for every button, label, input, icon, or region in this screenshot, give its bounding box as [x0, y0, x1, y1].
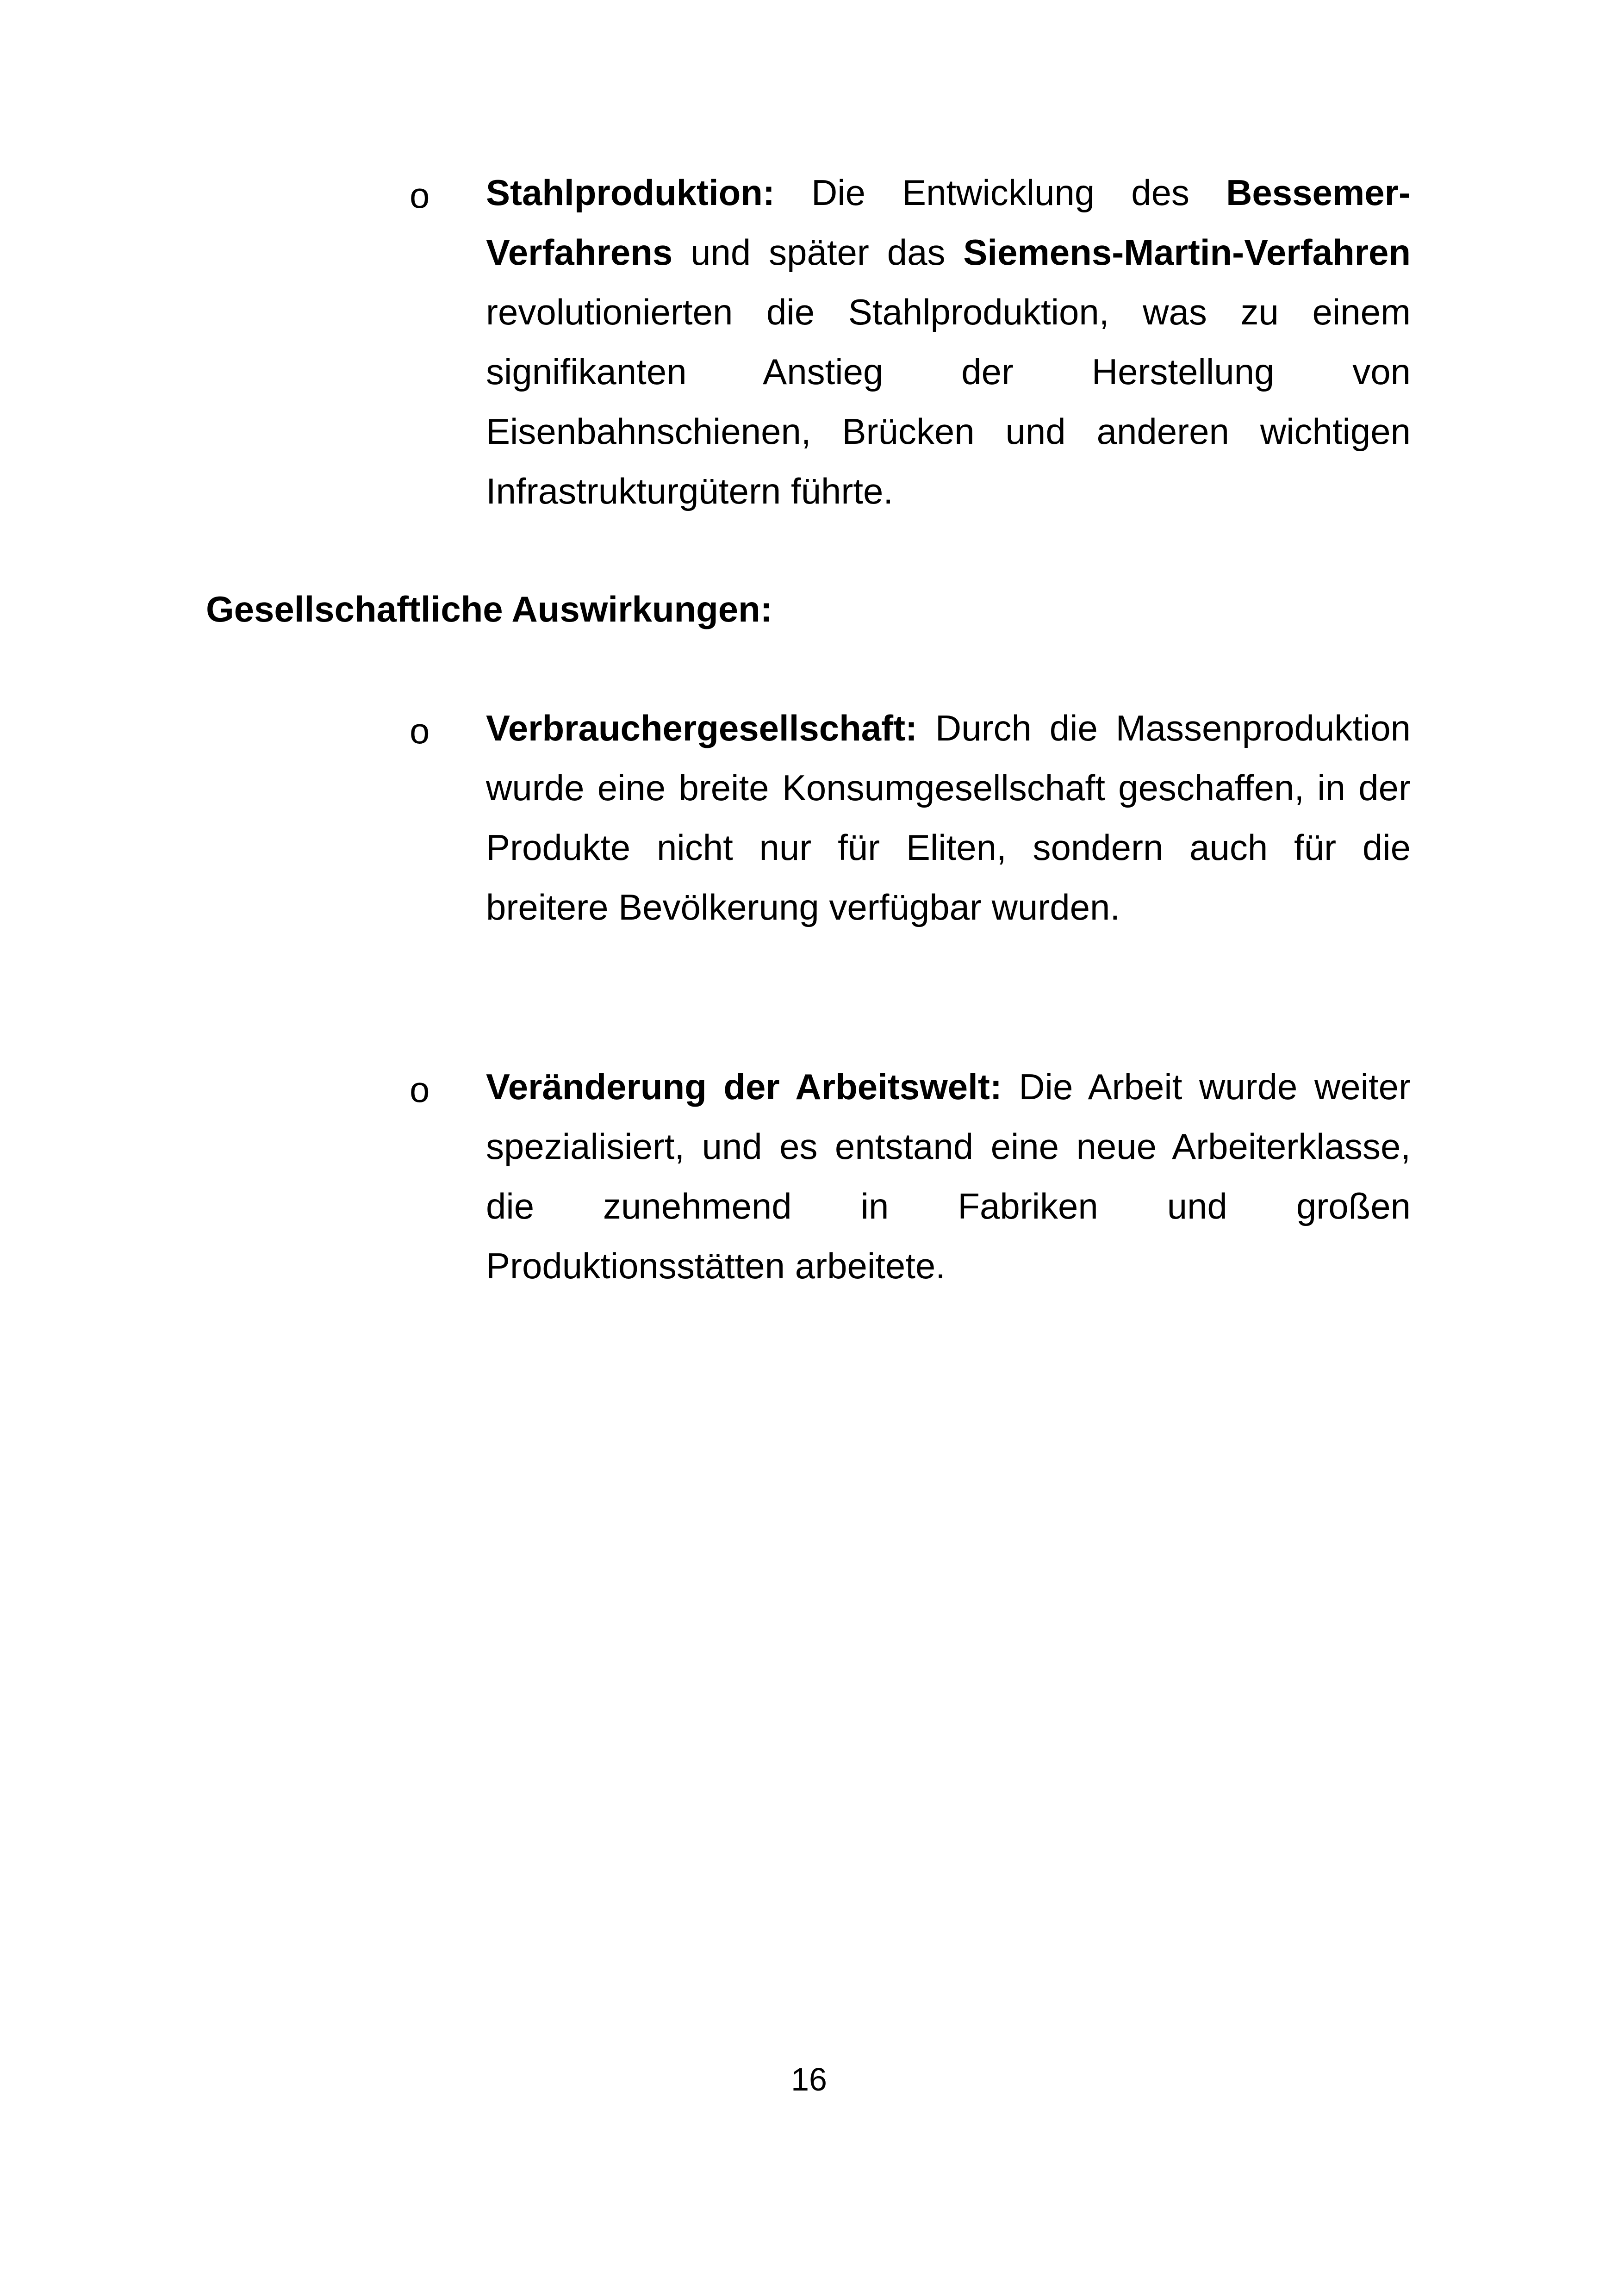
item-label: Veränderung der Arbeitswelt:	[486, 1066, 1002, 1107]
bullet-marker: o	[410, 175, 430, 216]
item-text: Durch die Massenproduktion wurde eine breite Konsumgesellschaft geschaffen, in der Produkte nicht nur für Eliten, sondern auch für die breitere Bevölkerung verfügbar wurden.	[486, 708, 1411, 927]
item-label: Stahlproduktion:	[486, 172, 775, 213]
list-item-arbeitswelt	[486, 1057, 1411, 1296]
bullet-marker: o	[410, 710, 430, 751]
list-item-stahlproduktion	[486, 163, 1411, 521]
item-label: Verbrauchergesellschaft:	[486, 708, 918, 748]
item-text: Die Arbeit wurde weiter spezialisiert, und es entstand eine neue Arbeiterklasse, die zunehmend in Fabriken und großen Produktionsstätten arbeitete.	[486, 1066, 1411, 1286]
item-bold-term: Siemens-Martin-Verfahren	[963, 232, 1411, 273]
item-text: Die Entwicklung des	[774, 172, 1226, 213]
item-bold-term: Bessemer-Verfahrens	[486, 172, 1411, 273]
page-number: 16	[791, 2061, 827, 2097]
section-heading: Gesellschaftliche Auswirkungen:	[206, 589, 772, 629]
list-item-verbrauchergesellschaft	[486, 698, 1411, 937]
item-text: und später das	[672, 232, 964, 273]
bullet-marker: o	[410, 1069, 430, 1110]
item-text: revolutionierten die Stahlproduktion, was zu einem signifikanten Anstieg der Herstellung von Eisenbahnschienen, Brücken und anderen wichtigen Infrastrukturgütern führte.	[486, 292, 1411, 511]
